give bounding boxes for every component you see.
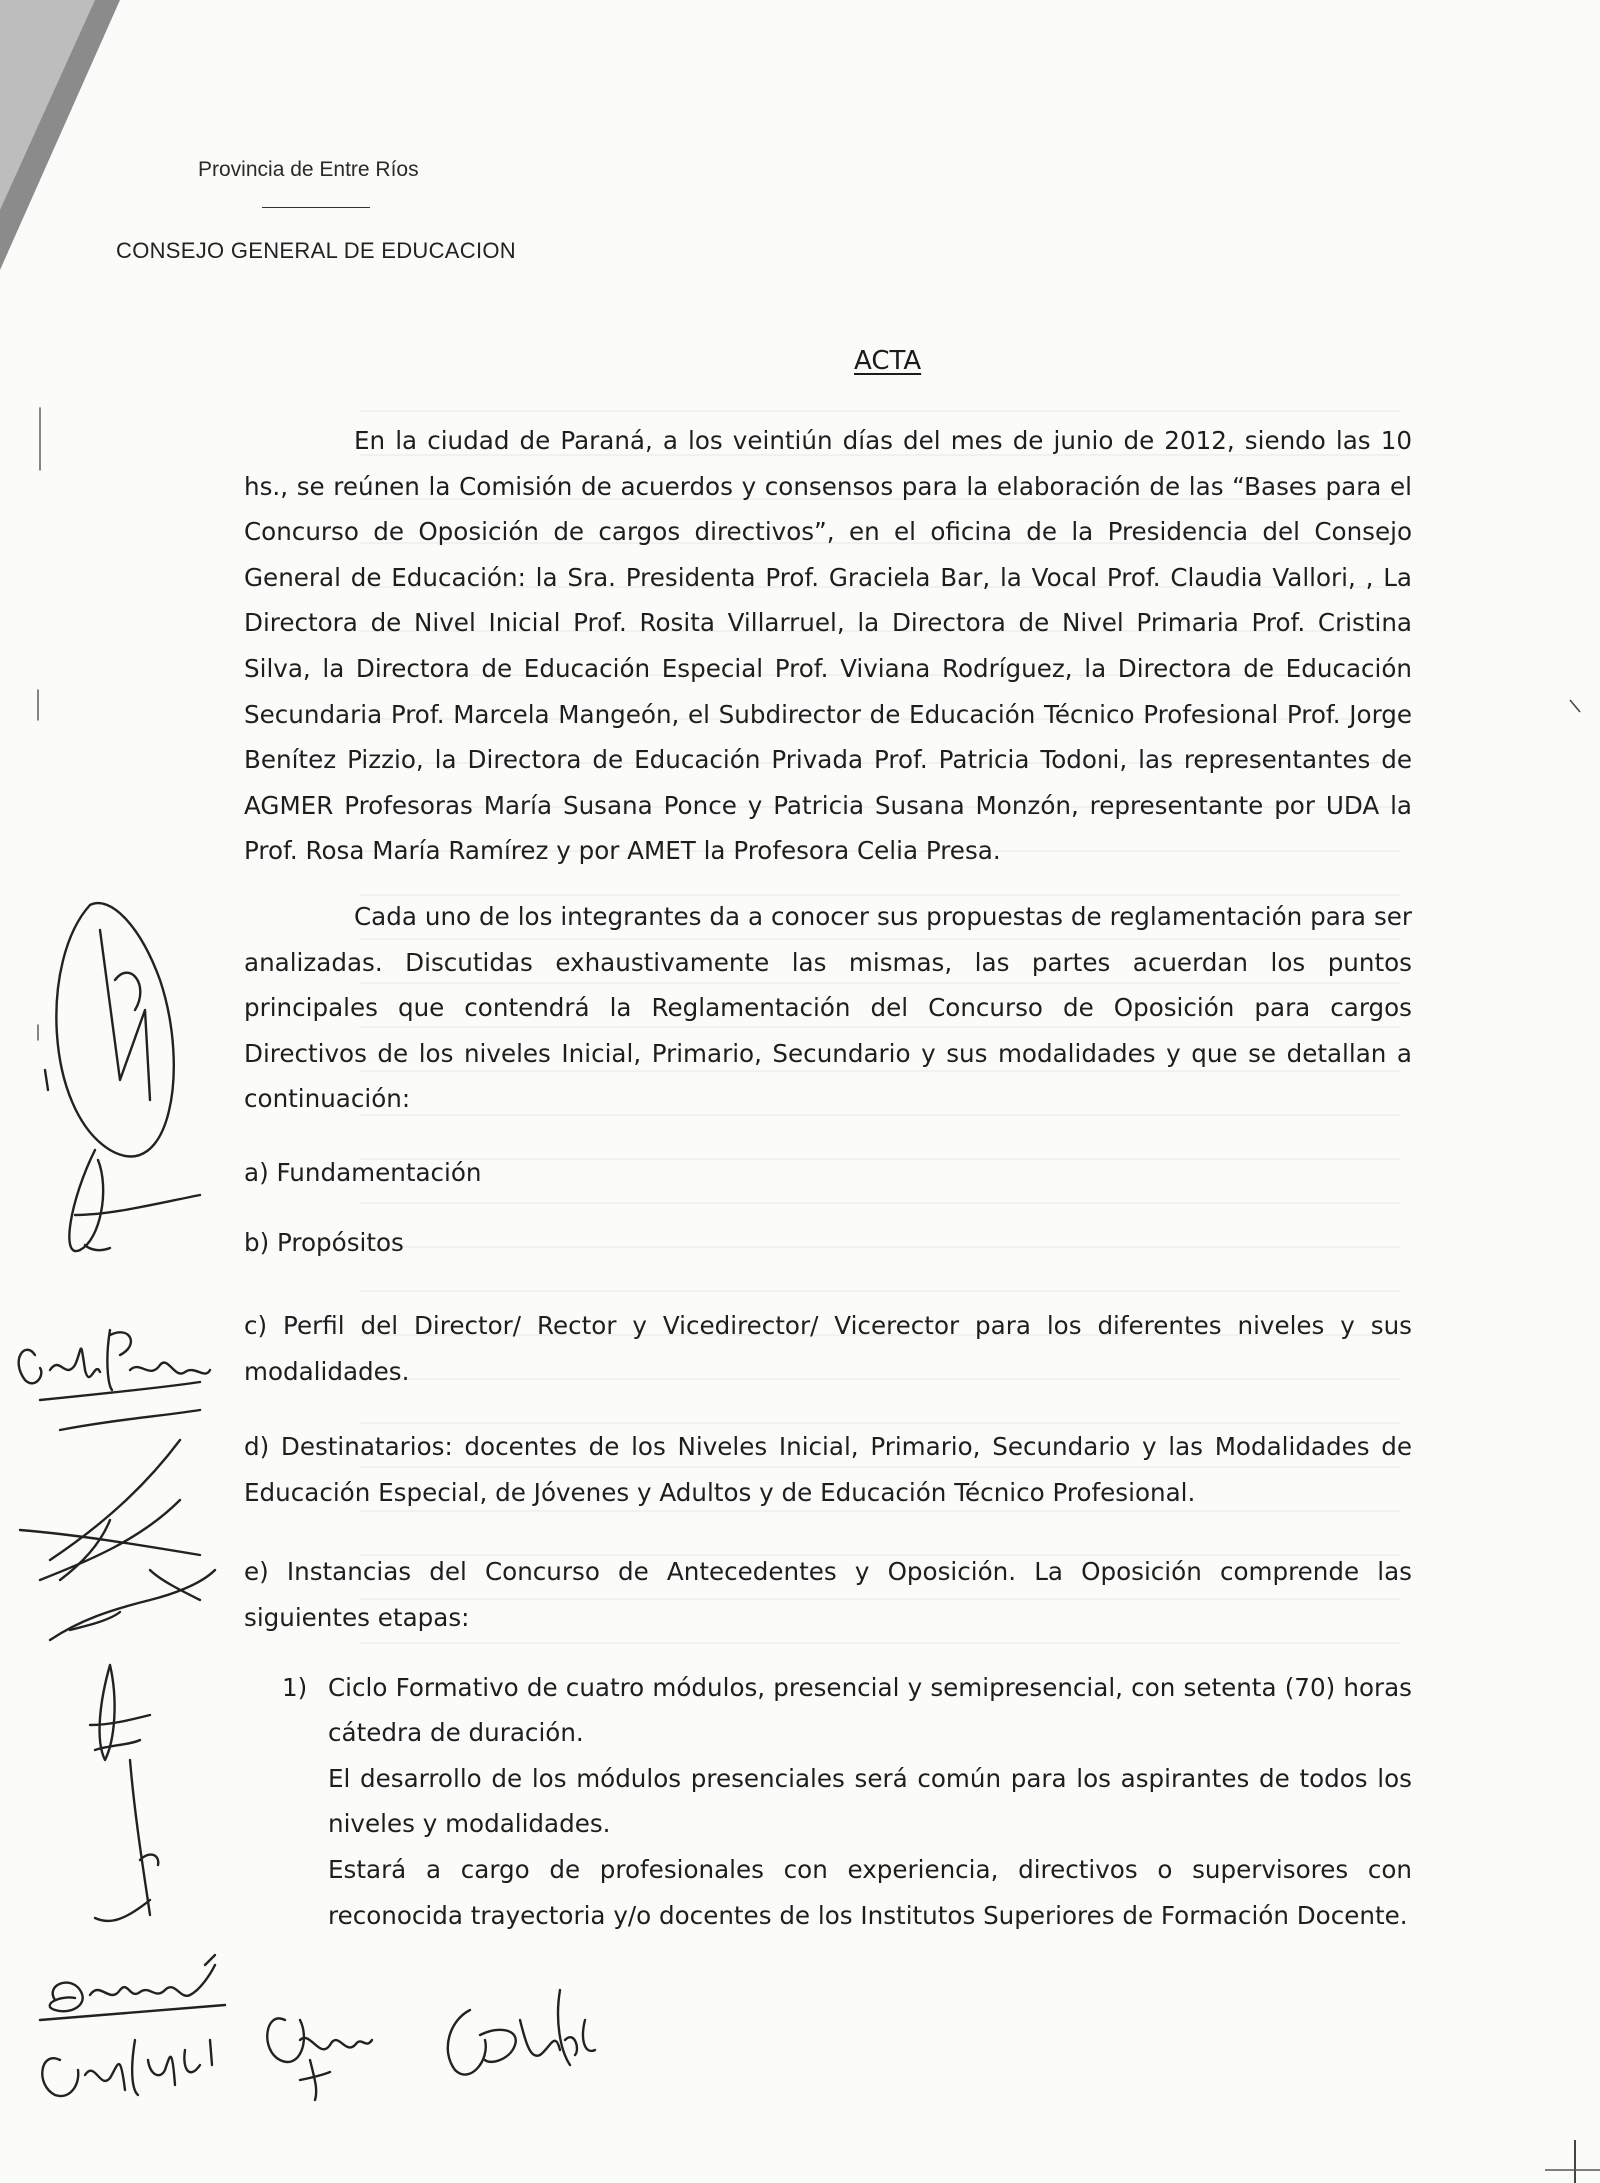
letterhead-rule	[262, 207, 370, 208]
stages-list	[244, 1665, 1412, 1939]
item-c: c) Perfil del Director/ Rector y Vicedirector/ Vicerector para los diferentes niveles y sus modalidades.	[244, 1311, 1412, 1386]
item-a: a) Fundamentación	[244, 1157, 482, 1187]
proposals-paragraph: Cada uno de los integrantes da a conocer sus propuestas de reglamentación para ser analizadas. Discutidas exhaustivamente las mismas, las partes acuerdan los puntos principales que contendrá la Reglamentación del Concurso de Oposición para cargos Directivos de los niveles Inicial, Primario, Secundario y sus modalidades y que se detallan a continuación:	[244, 901, 1412, 1114]
document-body	[244, 418, 1412, 1938]
item-e: e) Instancias del Concurso de Antecedentes y Oposición. La Oposición comprende las siguientes etapas:	[244, 1557, 1412, 1633]
item-d: d) Destinatarios: docentes de los Niveles Inicial, Primario, Secundario y las Modalidades de Educación Especial, de Jóvenes y Adultos y de Educación Técnico Profesional.	[244, 1432, 1412, 1507]
council-name: CONSEJO GENERAL DE EDUCACION	[116, 238, 516, 263]
folded-corner	[0, 0, 95, 210]
stage-line: Estará a cargo de profesionales con experiencia, directivos o supervisores con reconocida trayectoria y/o docentes de los Institutos Superiores de Formación Docente.	[328, 1855, 1412, 1930]
item-b: b) Propósitos	[244, 1227, 404, 1257]
intro-paragraph: En la ciudad de Paraná, a los veintiún días del mes de junio de 2012, siendo las 10 hs., se reúnen la Comisión de acuerdos y consensos para la elaboración de las “Bases para el Concurso de Oposición de cargos directivos”, en el oficina de la Presidencia del Consejo General de Educación: la Sra. Presidenta Prof. Graciela Bar, la Vocal Prof. Claudia Vallori, , La Directora de Nivel Inicial Prof. Rosita Villarruel, la Directora de Nivel Primaria Prof. Cristina Silva, la Directora de Educación Especial Prof. Viviana Rodríguez, la Directora de Educación Secundaria Prof. Marcela Mangeón, el Subdirector de Educación Técnico Profesional Prof. Jorge Benítez Pizzio, la Directora de Educación Privada Prof. Patricia Todoni, las representantes de AGMER Profesoras María Susana Ponce y Patricia Susana Monzón, representante por UDA la Prof. Rosa María Ramírez y por AMET la Profesora Celia Presa.	[244, 426, 1412, 866]
stage-number: 1)	[282, 1672, 308, 1702]
stage-item	[282, 1665, 1412, 1939]
province-name: Provincia de Entre Ríos	[198, 158, 419, 181]
stage-line: El desarrollo de los módulos presenciales será común para los aspirantes de todos los niveles y modalidades.	[328, 1763, 1412, 1839]
document-title: ACTA	[854, 346, 922, 376]
stage-line: Ciclo Formativo de cuatro módulos, presencial y semipresencial, con setenta (70) horas cátedra de duración.	[328, 1672, 1412, 1748]
